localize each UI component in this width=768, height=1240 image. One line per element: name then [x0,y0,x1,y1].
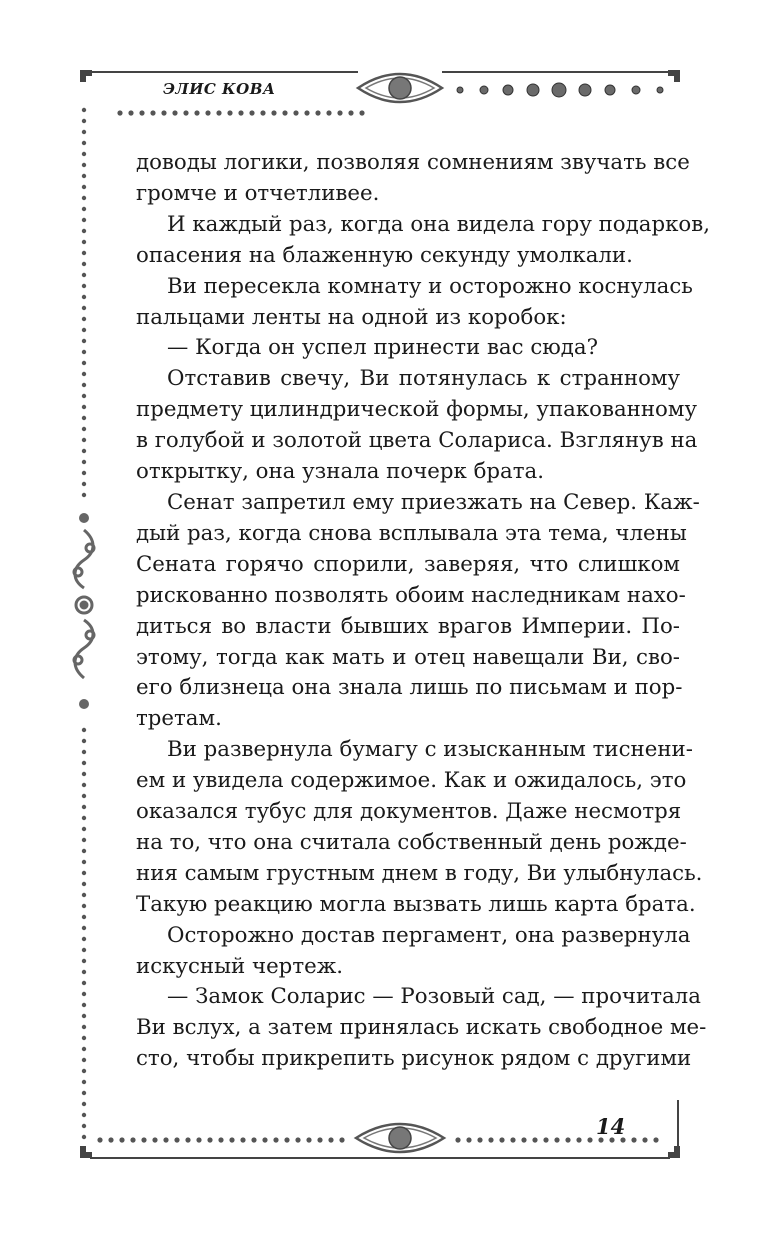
running-head-author: ЭЛИС КОВА [163,80,276,98]
text-line: И каждый раз, когда она видела гору подарков, [167,211,710,237]
text-line: рискованно позволять обоим наследникам нахо- [136,582,686,608]
text-line: на то, что она считала собственный день рожде- [136,829,687,855]
text-line: Ви развернула бумагу с изысканным тиснени- [167,737,693,763]
scroll-ornament-icon [74,513,94,709]
text-line: Ви пересекла комнату и осторожно коснулась [167,273,693,299]
body-text [136,148,710,1075]
text-line: — Когда он успел принести вас сюда? [167,335,599,361]
text-line: доводы логики, позволяя сомнениям звучать все [136,150,690,175]
text-line: открытку, она узнала почерк брата. [136,459,544,485]
text-line: сто, чтобы прикрепить рисунок рядом с другими [136,1046,692,1072]
text-line: этому, тогда как мать и отец навещали Ви, сво- [136,644,680,670]
text-line: дый раз, когда снова всплывала эта тема, члены [136,520,687,546]
text-line: искусный чертеж. [136,953,344,979]
text-line: опасения на блаженную секунду умолкали. [136,242,633,268]
text-line: Осторожно достав пергамент, она развернула [167,922,691,948]
eye-ornament-bottom-icon [356,1124,444,1152]
text-line: третам. [136,706,222,732]
text-line: — Замок Соларис — Розовый сад, — прочитала [167,984,701,1010]
eye-ornament-top-icon [358,74,442,102]
text-line: ем и увидела содержимое. Как и ожидалось, это [136,768,687,794]
text-line: в голубой и золотой цвета Солариса. Взглянув на [136,428,698,454]
page-number: 14 [596,1114,626,1139]
text-line: ния самым грустным днем в году, Ви улыбнулась. [136,860,703,886]
text-line: диться во власти бывших врагов Империи. По- [136,613,680,639]
text-line: Сената горячо спорили, заверяя, что слишком [136,551,680,577]
text-line: Отставив свечу, Ви потянулась к странному [167,366,680,392]
text-line: Такую реакцию могла вызвать лишь карта брата. [136,891,696,917]
text-line: пальцами ленты на одной из коробок: [136,304,567,330]
text-line: Ви вслух, а затем принялась искать свободное ме- [136,1015,707,1041]
text-line: громче и отчетливее. [136,180,380,206]
text-line: оказался тубус для документов. Даже несмотря [136,799,682,825]
text-line: предмету цилиндрической формы, упакованному [136,397,697,423]
text-line: его близнеца она знала лишь по письмам и пор- [136,675,683,701]
text-line: Сенат запретил ему приезжать на Север. Каж- [167,489,700,515]
